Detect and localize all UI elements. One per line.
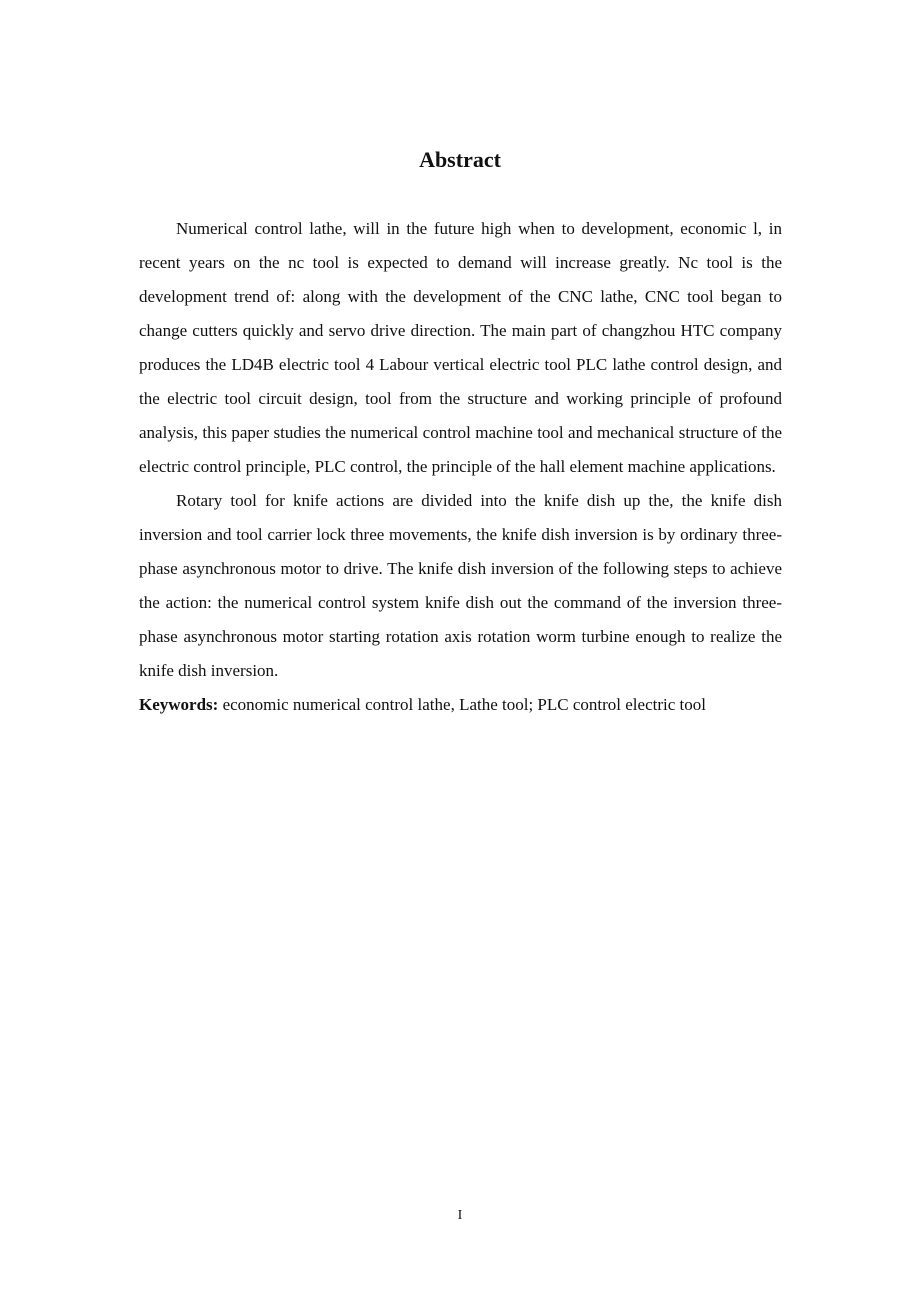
abstract-paragraph-2: Rotary tool for knife actions are divided into the knife dish up the, the knife dish inversion and tool carrier lock three movements, the knife dish inversion is by ordinary three-phase asynchronous motor to drive. The knife dish inversion of the following steps to achieve the action: the numerical control system knife dish out the command of the inversion three-phase asynchronous motor starting rotation axis rotation worm turbine enough to realize the knife dish inversion. [139, 491, 782, 680]
page-number: I [457, 1208, 463, 1223]
keywords-label: Keywords: [139, 695, 219, 714]
keywords-line [139, 688, 782, 722]
abstract-paragraph-1: Numerical control lathe, will in the future high when to development, economic l, in recent years on the nc tool is expected to demand will increase greatly. Nc tool is the development trend of: along with the development of the CNC lathe, CNC tool began to change cutters quickly and servo drive direction. The main part of changzhou HTC company produces the LD4B electric tool 4 Labour vertical electric tool PLC lathe control design, and the electric tool circuit design, tool from the structure and working principle of profound analysis, this paper studies the numerical control machine tool and mechanical structure of the electric control principle, PLC control, the principle of the hall element machine applications. [139, 219, 782, 476]
abstract-title: Abstract [419, 147, 501, 172]
keywords-text: economic numerical control lathe, Lathe tool; PLC control electric tool [222, 695, 706, 714]
abstract-body [139, 212, 782, 722]
